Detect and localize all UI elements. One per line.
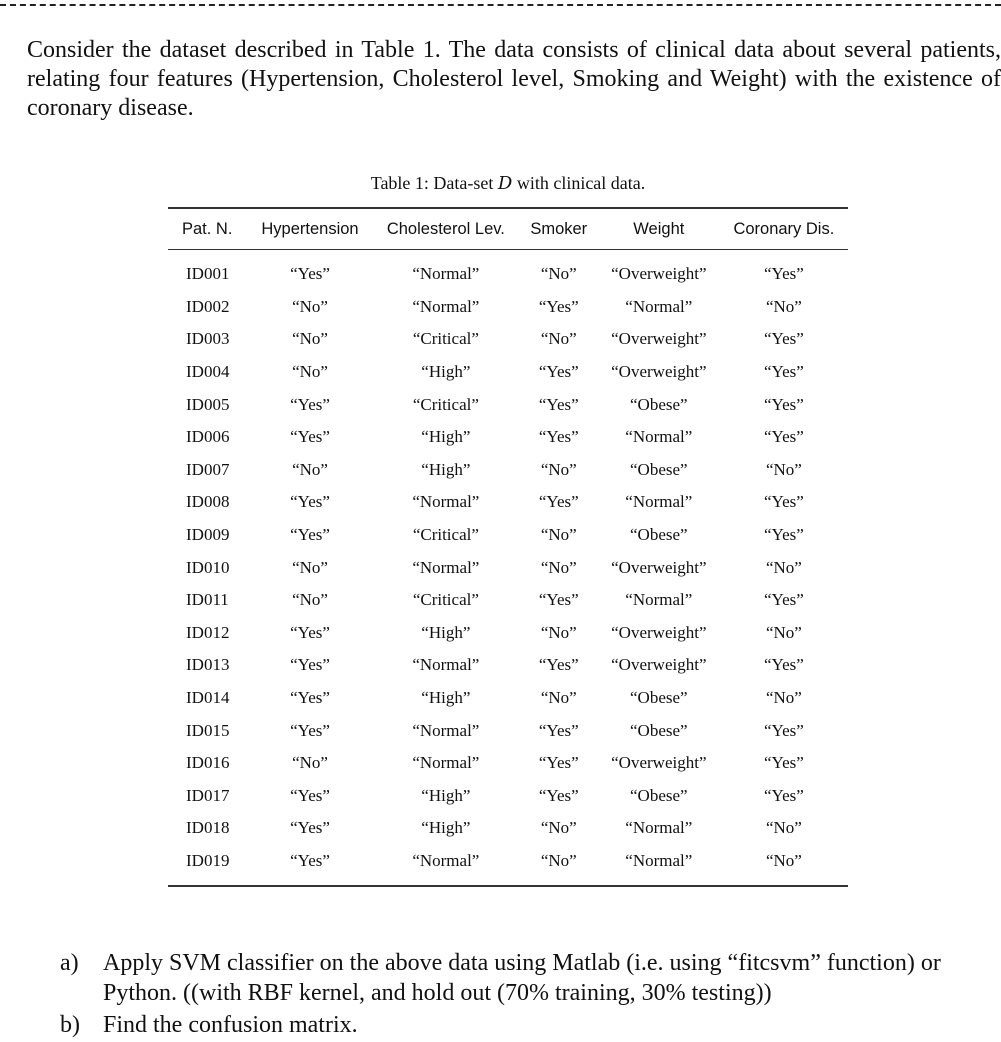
cholesterol-cell: “High” — [421, 459, 471, 479]
intro-paragraph: Consider the dataset described in Table 1. The data consists of clinical data about several patients, relating four features (Hypertension, Cholesterol level, Smoking and Weight) with the existence of coronary disease. — [27, 37, 1001, 121]
hypertension-cell: “Yes” — [290, 785, 330, 805]
patient-id-cell: ID019 — [168, 845, 248, 887]
table-row — [168, 812, 848, 845]
table-row — [168, 291, 848, 324]
smoker-cell: “Yes” — [538, 362, 579, 382]
weight-cell: “Normal” — [625, 492, 693, 512]
weight-cell: “Overweight” — [611, 264, 707, 284]
table-row — [168, 682, 848, 715]
patient-id-cell: ID018 — [186, 818, 230, 838]
cholesterol-cell: “High” — [421, 622, 471, 642]
weight-cell: “Normal” — [625, 427, 693, 447]
caption-suffix: with clinical data. — [512, 173, 646, 193]
table-row — [168, 780, 848, 813]
cholesterol-cell: “High” — [421, 362, 471, 382]
coronary-cell: “Yes” — [763, 394, 804, 414]
header-weight: Weight — [598, 208, 720, 250]
task-marker: b) — [60, 1012, 80, 1038]
weight-cell: “Overweight” — [611, 362, 707, 382]
cholesterol-cell: “Normal” — [412, 655, 480, 675]
coronary-cell: “No” — [765, 622, 802, 642]
task-item — [60, 1010, 1001, 1040]
coronary-cell: “Yes” — [763, 655, 804, 675]
coronary-cell: “Yes” — [763, 264, 804, 284]
weight-cell: “Normal” — [625, 590, 693, 610]
table-row — [168, 388, 848, 421]
weight-cell: “Overweight” — [611, 753, 707, 773]
cholesterol-cell: “Normal” — [412, 753, 480, 773]
task-list — [60, 948, 1001, 1042]
hypertension-cell: “Yes” — [290, 525, 330, 545]
weight-cell: “Normal” — [625, 296, 693, 316]
coronary-cell: “Yes” — [763, 720, 804, 740]
table-row — [168, 617, 848, 650]
hypertension-cell: “Yes” — [290, 622, 330, 642]
patient-id-cell: ID003 — [186, 329, 230, 349]
coronary-cell: “Yes” — [763, 362, 804, 382]
patient-id-cell: ID015 — [186, 720, 230, 740]
hypertension-cell: “Yes” — [290, 264, 330, 284]
patient-id-cell: ID012 — [186, 622, 230, 642]
hypertension-cell: “Yes” — [290, 720, 330, 740]
hypertension-cell: “No” — [292, 362, 328, 382]
task-item — [60, 948, 1001, 1008]
patient-id-cell: ID002 — [186, 296, 230, 316]
table-row — [168, 519, 848, 552]
table-row — [168, 845, 848, 887]
patient-id-cell: ID014 — [186, 688, 230, 708]
caption-symbol: D — [497, 173, 513, 194]
weight-cell: “Obese” — [630, 525, 688, 545]
table-row — [168, 747, 848, 780]
patient-id-cell: ID013 — [186, 655, 230, 675]
clinical-data-table — [168, 207, 848, 887]
patient-id-cell: ID009 — [186, 525, 230, 545]
smoker-cell: “Yes” — [538, 427, 579, 447]
weight-cell: “Overweight” — [611, 622, 707, 642]
coronary-cell: “Yes” — [763, 753, 804, 773]
patient-id-cell: ID011 — [186, 590, 229, 610]
smoker-cell: “No” — [540, 818, 577, 838]
hypertension-cell: “Yes” — [290, 492, 330, 512]
cholesterol-cell: “Normal” — [412, 720, 480, 740]
table-header — [168, 208, 848, 250]
table-row — [168, 486, 848, 519]
task-marker: a) — [60, 950, 79, 976]
smoker-cell: “No” — [540, 525, 577, 545]
patient-id-cell: ID016 — [186, 753, 230, 773]
coronary-cell: “No” — [765, 459, 802, 479]
weight-cell: “Overweight” — [611, 655, 707, 675]
coronary-cell: “Yes” — [763, 427, 804, 447]
table-body — [168, 250, 848, 887]
table-row — [168, 356, 848, 389]
weight-cell: “Overweight” — [611, 557, 707, 577]
coronary-cell: “Yes” — [763, 525, 804, 545]
patient-id-cell: ID001 — [186, 264, 230, 284]
table-row — [168, 421, 848, 454]
cholesterol-cell: “Normal” — [372, 845, 520, 887]
hypertension-cell: “Yes” — [290, 688, 330, 708]
smoker-cell: “No” — [540, 557, 577, 577]
weight-cell: “Normal” — [598, 845, 720, 887]
cholesterol-cell: “High” — [421, 688, 471, 708]
patient-id-cell: ID005 — [186, 394, 230, 414]
table-row — [168, 323, 848, 356]
patient-id-cell: ID007 — [186, 459, 230, 479]
hypertension-cell: “No” — [292, 590, 328, 610]
header-patient-number: Pat. N. — [168, 208, 248, 250]
coronary-cell: “Yes” — [763, 785, 804, 805]
smoker-cell: “Yes” — [538, 655, 579, 675]
coronary-cell: “No” — [765, 818, 802, 838]
patient-id-cell: ID006 — [186, 427, 230, 447]
dashed-separator — [0, 4, 1001, 6]
coronary-cell: “Yes” — [763, 329, 804, 349]
task-text: Apply SVM classifier on the above data using Matlab (i.e. using “fitcsvm” function) or Python. ((with RBF kernel, and hold out (70% training, 30% testing)) — [103, 950, 941, 1006]
weight-cell: “Overweight” — [611, 329, 707, 349]
weight-cell: “Obese” — [630, 785, 688, 805]
smoker-cell: “Yes” — [538, 492, 579, 512]
smoker-cell: “No” — [520, 845, 598, 887]
header-cholesterol: Cholesterol Lev. — [372, 208, 520, 250]
patient-id-cell: ID008 — [186, 492, 230, 512]
cholesterol-cell: “High” — [421, 785, 471, 805]
smoker-cell: “Yes” — [538, 394, 579, 414]
table-row — [168, 454, 848, 487]
header-row — [168, 208, 848, 250]
task-text: Find the confusion matrix. — [103, 1012, 358, 1038]
smoker-cell: “Yes” — [538, 590, 579, 610]
hypertension-cell: “Yes” — [248, 845, 372, 887]
cholesterol-cell: “Normal” — [412, 492, 480, 512]
smoker-cell: “Yes” — [538, 785, 579, 805]
hypertension-cell: “No” — [292, 459, 328, 479]
coronary-cell: “Yes” — [763, 590, 804, 610]
patient-id-cell: ID017 — [186, 785, 230, 805]
hypertension-cell: “No” — [292, 329, 328, 349]
hypertension-cell: “No” — [292, 753, 328, 773]
smoker-cell: “Yes” — [538, 753, 579, 773]
hypertension-cell: “Yes” — [290, 394, 330, 414]
header-hypertension: Hypertension — [248, 208, 372, 250]
patient-id-cell: ID010 — [186, 557, 230, 577]
weight-cell: “Obese” — [630, 720, 688, 740]
table-row — [168, 584, 848, 617]
smoker-cell: “Yes” — [538, 296, 579, 316]
header-coronary: Coronary Dis. — [720, 208, 848, 250]
cholesterol-cell: “High” — [421, 427, 471, 447]
table-row — [168, 714, 848, 747]
smoker-cell: “No” — [540, 329, 577, 349]
table-row — [168, 551, 848, 584]
patient-id-cell: ID004 — [186, 362, 230, 382]
cholesterol-cell: “Critical” — [412, 590, 479, 610]
smoker-cell: “No” — [540, 688, 577, 708]
coronary-cell: “No” — [765, 557, 802, 577]
caption-prefix: Table 1: Data-set — [370, 173, 498, 193]
smoker-cell: “No” — [540, 622, 577, 642]
cholesterol-cell: “Critical” — [412, 329, 479, 349]
hypertension-cell: “Yes” — [290, 818, 330, 838]
table-caption — [168, 173, 848, 194]
cholesterol-cell: “Normal” — [412, 557, 480, 577]
smoker-cell: “Yes” — [538, 720, 579, 740]
coronary-cell: “No” — [720, 845, 848, 887]
header-smoker: Smoker — [520, 208, 598, 250]
table-row — [168, 649, 848, 682]
smoker-cell: “No” — [540, 264, 577, 284]
weight-cell: “Obese” — [630, 394, 688, 414]
table-row — [168, 250, 848, 291]
cholesterol-cell: “Critical” — [412, 394, 479, 414]
hypertension-cell: “No” — [292, 557, 328, 577]
hypertension-cell: “Yes” — [290, 427, 330, 447]
hypertension-cell: “Yes” — [290, 655, 330, 675]
cholesterol-cell: “Normal” — [412, 296, 480, 316]
weight-cell: “Obese” — [630, 688, 688, 708]
coronary-cell: “No” — [765, 296, 802, 316]
weight-cell: “Normal” — [625, 818, 693, 838]
hypertension-cell: “No” — [292, 296, 328, 316]
weight-cell: “Obese” — [630, 459, 688, 479]
coronary-cell: “No” — [765, 688, 802, 708]
cholesterol-cell: “Critical” — [412, 525, 479, 545]
smoker-cell: “No” — [540, 459, 577, 479]
cholesterol-cell: “Normal” — [412, 264, 480, 284]
coronary-cell: “Yes” — [763, 492, 804, 512]
cholesterol-cell: “High” — [421, 818, 471, 838]
